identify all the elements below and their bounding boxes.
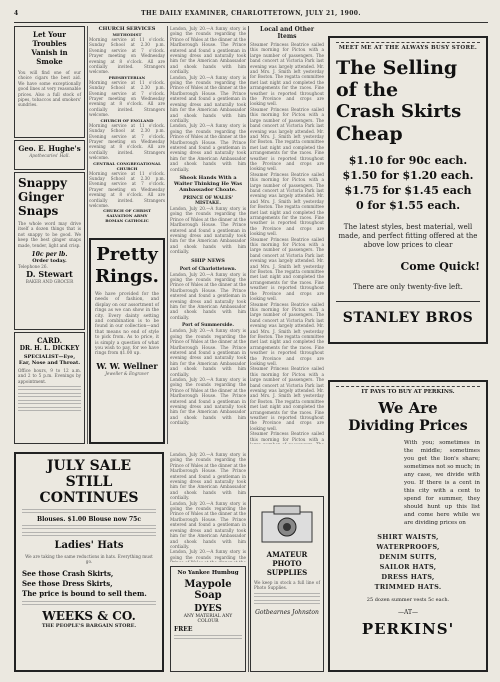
crash-line-3: The price is bound to sell them. xyxy=(22,588,147,598)
mid-heading-2: PRINCE OF WALES' MISTAKE. xyxy=(182,195,234,206)
perkins-name: PERKINS' xyxy=(361,620,455,638)
stanley-line-2: of the xyxy=(336,79,399,101)
troubles-heading-2: Vanish in Smoke xyxy=(31,48,68,66)
pretty-body: We have provided for the needs of fashion, and display on our assortment of rings as we can show in the city. Every dainty setting and combination is to be found in our collection—and that means no end of style to pick from. As to price, it is simply a question of what you wish to pay, for we have rings from $1.00 up. xyxy=(95,292,159,357)
hughes-ad xyxy=(14,140,85,170)
perkins-body: With you; sometimes in the middle; sometimes you get the lion's share; sometimes not so much; in any case, we divide with you. If there is a cent in this city with a cent to spend for summer, they should hunt up this list and come here while we are dividing prices on xyxy=(404,440,480,526)
price-row-4: 0 for $1.55 each. xyxy=(355,199,461,212)
dickey-name: DR. H. L. DICKEY xyxy=(19,345,80,352)
stanley-line-1: The Selling xyxy=(336,57,458,79)
maypole-sub: ANY MATERIAL ANY COLOUR xyxy=(183,614,233,624)
stanley-top: MEET ME AT THE ALWAYS BUSY STORE. xyxy=(336,42,480,51)
amateur-ad xyxy=(250,496,324,672)
church-body-1: Morning service at 11 o'clock. Sunday School at 2.30 p.m. Evening service at 7 o'clock. Prayer meeting on Wednesday evening at 8 o'clock. All are cordially invited. Strangers welcome. xyxy=(89,37,165,75)
crash-line-1: See those Crash Skirts, xyxy=(22,568,114,578)
mid-body-4: London, July 20.—A funny story is going the rounds regarding the Prince of Wales at the dinner at the Marlborough House. The Prince entered and found a gentleman in evening dress and naturally took him for the American Ambassador and shook hands with him cordially. xyxy=(170,205,246,255)
perkins-line-1: We Are xyxy=(378,399,438,417)
july-sale-h1: JULY SALE xyxy=(46,458,132,474)
church-congregational: CENTRAL CONGREGATIONAL CHURCH xyxy=(93,160,161,171)
snappy-order: Order today. xyxy=(32,258,67,265)
wellner-name: W. W. Wellner xyxy=(96,360,158,371)
amateur-signature: Gotbearnes Johnston xyxy=(255,608,319,616)
church-england: CHURCH OF ENGLAND xyxy=(100,117,154,123)
stewart-name: D. Stewart xyxy=(26,269,73,280)
column-rule xyxy=(87,26,88,444)
news-body-5: Steamer Princess Beatrice sailed this morning for Pictou with a large number of passengers. The band concert at Victoria Park last evening was largely attended. Mr. and Mrs. J. Smith left yesterday for Boston. The regatta committee met last night and completed the arrangements for the races. Fine weather is reported throughout the Province and crops are looking well. xyxy=(250,301,324,366)
amateur-h3: SUPPLIES xyxy=(266,568,308,577)
maypole-name: Maypole Soap xyxy=(184,579,232,601)
church-presbyterian: PRESBYTERIAN xyxy=(108,74,146,80)
mid-body-2: London, July 20.—A funny story is going the rounds regarding the Prince of Wales at the dinner at the Marlborough House. The Prince entered and found a gentleman in evening dress and naturally took him for the American Ambassador and shook hands with him cordially. xyxy=(170,74,246,123)
amateur-h1: AMATEUR xyxy=(266,550,308,559)
perkins-item: TRIMMED HATS. xyxy=(374,583,442,591)
stewart-sub: BAKER AND GROCER xyxy=(25,279,74,285)
church-salvation: SALVATION ARMY xyxy=(106,213,148,219)
stewart-ad xyxy=(14,172,85,330)
camera-icon xyxy=(254,500,320,546)
stanley-prices xyxy=(336,153,480,213)
masthead-rule xyxy=(14,22,488,23)
dickey-specialty: SPECIALIST—Eye, Ear, Nose and Throat. xyxy=(18,354,81,366)
church-body-3: Morning service at 11 o'clock. Sunday School at 2.30 p.m. Evening service at 7 o'clock. Prayer meeting on Wednesday evening at 8 o'clock. All are cordially invited. Strangers welcome. xyxy=(89,122,165,161)
stanley-line-4: Cheap xyxy=(336,123,403,145)
wellner-sub: Jeweller & Engraver xyxy=(105,370,149,376)
port-summerside: Port of Summerside. xyxy=(182,323,234,329)
perkins-line-2: Dividing Prices xyxy=(348,418,468,434)
church-methodist: METHODIST xyxy=(112,32,142,37)
church-services xyxy=(89,26,165,234)
mid-body-6: London, July 20.—A funny story is going the rounds regarding the Prince of Wales at the dinner at the Marlborough House. The Prince entered and found a gentleman in evening dress and naturally took him for the American Ambassador and shook hands with him cordially. xyxy=(170,328,246,377)
july-sale-h2: STILL CONTINUES xyxy=(39,474,139,506)
lower-middle-column xyxy=(170,452,246,562)
mid-body-5: London, July 20.—A funny story is going the rounds regarding the Prince of Wales at the dinner at the Marlborough House. The Prince entered and found a gentleman in evening dress and naturally took him for the American Ambassador and shook hands with him cordially. xyxy=(170,271,246,320)
perkins-note: 25 dozen summer vests 5c each. xyxy=(366,597,450,603)
port-charlottetown: Port of Charlottetown. xyxy=(179,266,237,272)
troubles-ad xyxy=(14,26,85,138)
church-catholic: ROMAN CATHOLIC xyxy=(105,218,149,224)
price-row-3: $1.75 for $1.45 each xyxy=(344,184,472,197)
news-body-4: Steamer Princess Beatrice sailed this morning for Pictou with a large number of passengers. The band concert at Victoria Park last evening was largely attended. Mr. and Mrs. J. Smith left yesterday for Boston. The regatta committee met last night and completed the arrangements for the races. Fine weather is reported throughout the Province and crops are looking well. xyxy=(250,236,324,302)
mid-body-1: London, July 20.—A funny story is going the rounds regarding the Prince of Wales at the dinner at the Marlborough House. The Prince entered and found a gentleman in evening dress and naturally took him for the American Ambassador and shook hands with him cordially. xyxy=(170,26,246,75)
hughes-sub: Apothecaries' Hall. xyxy=(29,153,70,158)
stanley-name: STANLEY BROS xyxy=(342,310,474,326)
dickey-body: Office hours, 9 to 12 a.m. and 2 to 5 p.m. Evenings by appointment. xyxy=(18,368,81,384)
perkins-item: SHIRT WAISTS, xyxy=(377,533,439,541)
stanley-latest: The latest styles, best material, well made, and perfect fitting offered at the above low prices to clear xyxy=(338,223,478,249)
weeks-sub: THE PEOPLE'S BARGAIN STORE. xyxy=(41,622,137,629)
maypole-ad xyxy=(170,566,246,672)
lower-mid-body-2: London, July 20.—A funny story is going the rounds regarding the Prince of Wales at the dinner at the Marlborough House. The Prince entered and found a gentleman in evening dress and naturally took him for the American Ambassador and shook hands with him cordially. xyxy=(170,500,246,549)
stanley-line-3: Crash Skirts xyxy=(336,101,462,122)
lower-mid-body-3: London, July 20.—A funny story is going the rounds regarding the xyxy=(170,549,246,560)
hughes-name: Geo. E. Hughe's xyxy=(18,144,81,153)
perkins-at: —AT— xyxy=(397,609,418,616)
stanley-ad xyxy=(328,36,488,344)
hats-heading: Ladies' Hats xyxy=(54,540,124,551)
mid-heading-1: Shook Hands With a Waiter Thinking He Was Ambassador Choate. xyxy=(173,174,243,193)
perkins-ad xyxy=(328,380,488,672)
church-title: CHURCH SERVICES xyxy=(98,26,156,32)
local-news xyxy=(250,26,324,444)
perkins-top: IT PAYS TO BUY AT PERKINS. xyxy=(336,386,480,395)
snappy-line-3: Snaps xyxy=(18,204,59,218)
church-body-4: Morning service at 11 o'clock. Sunday School at 2.30 p.m. Evening service at 7 o'clock. Prayer meeting on Wednesday evening at 8 o'clock. All are cordially invited. Strangers welcome. xyxy=(89,170,165,208)
hats-body: We are taking the same reductions in hats. Everything must go. xyxy=(25,554,153,565)
price-row-1: $1.10 for 90c each. xyxy=(348,154,468,167)
perkins-item: WATERPROOFS, xyxy=(376,543,440,551)
perkins-item: DENIM SUITS, xyxy=(379,553,437,561)
perkins-item: DRESS HATS, xyxy=(381,573,435,581)
masthead-title: THE DAILY EXAMINER, CHARLOTTETOWN, JULY 21, 1900. xyxy=(141,10,361,17)
news-body-7: Steamer Princess Beatrice sailed this morning for Pictou with a xyxy=(250,431,324,442)
amateur-body: We keep in stock a full line of Photo Supplies. xyxy=(254,580,320,591)
wellner-ad xyxy=(89,238,165,444)
snappy-line-1: Snappy xyxy=(18,176,67,190)
stanley-only: There are only twenty-five left. xyxy=(353,283,463,291)
troubles-heading-1: Let Your Troubles xyxy=(32,30,67,48)
perkins-items xyxy=(336,532,480,592)
card-heading: CARD. xyxy=(36,336,63,345)
perkins-item: SAILOR HATS, xyxy=(379,563,437,571)
middle-column xyxy=(170,26,246,444)
column-rule xyxy=(167,26,168,444)
maypole-top: No Yankee Humbug xyxy=(177,570,239,576)
price-row-2: $1.50 for $1.20 each. xyxy=(342,169,474,182)
pretty-line-2: Rings. xyxy=(95,266,159,287)
news-body-1: Steamer Princess Beatrice sailed this morning for Pictou with a large number of passengers. The band concert at Victoria Park last evening was largely attended. Mr. and Mrs. J. Smith left yesterday for Boston. The regatta committee met last night and completed the arrangements for the races. Fine weather is reported throughout the Province and crops are looking well. xyxy=(250,42,324,107)
news-body-2: Steamer Princess Beatrice sailed this morning for Pictou with a large number of passengers. The band concert at Victoria Park last evening was largely attended. Mr. and Mrs. J. Smith left yesterday for Boston. The regatta committee met last night and completed the arrangements for the races. Fine weather is reported throughout the Province and crops are looking well. xyxy=(250,106,324,172)
snappy-line-2: Ginger xyxy=(18,190,64,204)
page-number: 4 xyxy=(14,10,19,17)
local-news-title: Local and Other Items xyxy=(259,26,314,40)
stewart-tel: Telephone 26. xyxy=(18,264,48,270)
maypole-free: FREE xyxy=(174,626,193,633)
snappy-body: The whole word may drive itself a dozen things that is not snappy to be good. We keep the best ginger snaps made, tender, light and crisp. xyxy=(18,221,81,248)
masthead xyxy=(14,8,488,20)
weeks-name: WEEKS & CO. xyxy=(42,608,136,623)
ship-news-heading: SHIP NEWS xyxy=(191,257,225,264)
troubles-body: You will find one of our choice cigars the best aid. We have some exceptionally good lines at very reasonable prices. Also a full stock of pipes, tobaccos and smokers' sundries. xyxy=(18,70,81,108)
snappy-price: 10c per lb. xyxy=(31,251,68,259)
pretty-line-1: Pretty xyxy=(96,244,158,265)
stanley-come: Come Quick! xyxy=(400,260,480,273)
amateur-h2: PHOTO xyxy=(272,559,302,568)
church-body-2: Morning service at 11 o'clock. Sunday School at 2.30 p.m. Evening service at 7 o'clock. Prayer meeting on Wednesday evening at 8 o'clock. All are cordially invited. Strangers welcome. xyxy=(89,79,165,118)
crash-line-2: See those Dress Skirts, xyxy=(22,578,113,588)
news-body-6: Steamer Princess Beatrice sailed this morning for Pictou with a large number of passengers. The band concert at Victoria Park last evening was largely attended. Mr. and Mrs. J. Smith left yesterday for Boston. The regatta committee met last night and completed the arrangements for the races. Fine weather is reported throughout the Province and crops are looking well. xyxy=(250,366,324,431)
maypole-dyes: DYES xyxy=(194,604,222,614)
dickey-card xyxy=(14,332,85,444)
lower-mid-body-1: London, July 20.—A funny story is going the rounds regarding the Prince of Wales at the dinner at the Marlborough House. The Prince entered and found a gentleman in evening dress and naturally took him for the American Ambassador and shook hands with him cordially. xyxy=(170,452,246,501)
mid-body-7: London, July 20.—A funny story is going the rounds regarding the Prince of Wales at the dinner at the Marlborough House. The Prince entered and found a gentleman in evening dress and naturally took him for the American Ambassador and shook hands with him cordially. xyxy=(170,376,246,426)
mid-body-3: London, July 20.—A funny story is going the rounds regarding the Prince of Wales at the dinner at the Marlborough House. The Prince entered and found a gentleman in evening dress and naturally took him for the American Ambassador and shook hands with him cordially. xyxy=(170,123,246,172)
news-body-3: Steamer Princess Beatrice sailed this morning for Pictou with a large number of passengers. The band concert at Victoria Park last evening was largely attended. Mr. and Mrs. J. Smith left yesterday for Boston. The regatta committee met last night and completed the arrangements for the races. Fine weather is reported throughout the Province and crops are looking well. xyxy=(250,171,324,237)
church-christ: CHURCH OF CHRIST xyxy=(103,208,151,214)
weeks-ad xyxy=(14,452,164,672)
blouses-heading: Blouses. $1.00 Blouse now 75c xyxy=(37,516,141,523)
column-rule xyxy=(248,26,249,672)
